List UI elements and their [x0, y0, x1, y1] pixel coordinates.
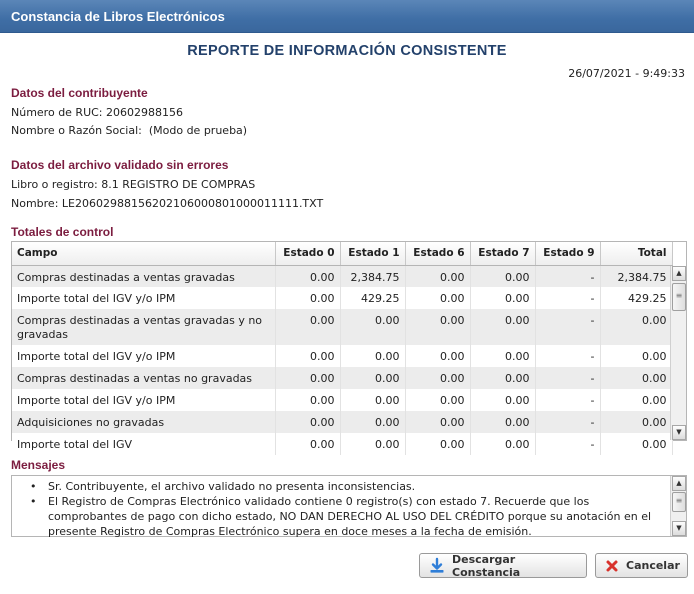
table-header-row — [12, 242, 672, 265]
cell-estado7: 0.00 — [470, 433, 535, 455]
cell-campo: Importe total del IGV y/o IPM — [12, 287, 275, 309]
cancel-label: Cancelar — [626, 559, 680, 572]
cell-estado7: 0.00 — [470, 367, 535, 389]
scroll-down-icon[interactable]: ▼ — [672, 425, 686, 440]
cell-campo: Importe total del IGV y/o IPM — [12, 389, 275, 411]
cell-campo: Compras destinadas a ventas gravadas y no gravadas — [12, 309, 275, 345]
cell-total: 0.00 — [600, 389, 672, 411]
mensajes-box — [11, 475, 687, 537]
cell-estado9: - — [535, 265, 600, 287]
cell-estado1: 2,384.75 — [340, 265, 405, 287]
cell-total: 0.00 — [600, 367, 672, 389]
razon-social-text: Nombre o Razón Social: (Modo de prueba) — [11, 124, 248, 137]
cell-total: 0.00 — [600, 411, 672, 433]
cell-total: 429.25 — [600, 287, 672, 309]
archivo-nombre-text: Nombre: LE20602988156202106000801000011111.TXT — [11, 197, 324, 210]
table-row[interactable] — [12, 309, 672, 345]
cell-estado6: 0.00 — [405, 411, 470, 433]
table-scrollbar[interactable] — [670, 266, 686, 440]
totales-grid — [12, 242, 673, 455]
cell-estado6: 0.00 — [405, 309, 470, 345]
cell-campo: Compras destinadas a ventas gravadas — [12, 265, 275, 287]
cell-estado0: 0.00 — [275, 309, 340, 345]
col-header-estado7[interactable]: Estado 7 — [470, 242, 535, 265]
cell-total: 2,384.75 — [600, 265, 672, 287]
cell-estado1: 0.00 — [340, 411, 405, 433]
window-title: Constancia de Libros Electrónicos — [0, 0, 694, 33]
scroll-down-icon[interactable]: ▼ — [672, 521, 686, 536]
report-title: REPORTE DE INFORMACIÓN CONSISTENTE — [187, 43, 507, 59]
cell-estado0: 0.00 — [275, 367, 340, 389]
contribuyente-heading: Datos del contribuyente — [11, 86, 148, 100]
cell-estado0: 0.00 — [275, 345, 340, 367]
table-row[interactable] — [12, 287, 672, 309]
cell-estado1: 0.00 — [340, 367, 405, 389]
cell-estado0: 0.00 — [275, 287, 340, 309]
descargar-constancia-label: Descargar Constancia — [452, 552, 521, 579]
table-row[interactable] — [12, 367, 672, 389]
scroll-thumb[interactable]: ≡ — [672, 283, 686, 311]
cancel-button[interactable] — [595, 553, 688, 578]
table-row[interactable] — [12, 345, 672, 367]
ruc-text: Número de RUC: 20602988156 — [11, 106, 183, 119]
scroll-thumb[interactable]: ≡ — [672, 492, 686, 512]
cell-estado6: 0.00 — [405, 367, 470, 389]
table-row[interactable] — [12, 411, 672, 433]
cell-estado7: 0.00 — [470, 287, 535, 309]
cell-estado1: 0.00 — [340, 345, 405, 367]
cell-estado0: 0.00 — [275, 433, 340, 455]
cell-estado9: - — [535, 309, 600, 345]
list-item: • Sr. Contribuyente, el archivo validado no presenta inconsistencias. — [30, 479, 662, 494]
table-row[interactable] — [12, 389, 672, 411]
list-item: • El Registro de Compras Electrónico validado contiene 0 registro(s) con estado 7. Recuerde que los comprobantes de pago con dicho estado, NO DAN DERECHO AL USO DEL CRÉDITO porque su anotación en el presente Registro de Compras Electrónico supera en doce meses a la fecha de emisión. — [30, 494, 662, 539]
col-header-estado0[interactable]: Estado 0 — [275, 242, 340, 265]
cell-total: 0.00 — [600, 345, 672, 367]
cell-estado0: 0.00 — [275, 265, 340, 287]
cell-estado6: 0.00 — [405, 345, 470, 367]
cell-estado9: - — [535, 433, 600, 455]
col-header-estado1[interactable]: Estado 1 — [340, 242, 405, 265]
cell-estado6: 0.00 — [405, 433, 470, 455]
cell-estado1: 0.00 — [340, 389, 405, 411]
cell-campo: Importe total del IGV — [12, 433, 275, 455]
totales-table — [11, 241, 687, 451]
cell-estado7: 0.00 — [470, 265, 535, 287]
download-icon — [429, 558, 445, 574]
report-datetime: 26/07/2021 - 9:49:33 — [568, 67, 685, 80]
cell-estado1: 429.25 — [340, 287, 405, 309]
cell-estado9: - — [535, 287, 600, 309]
cell-campo: Compras destinadas a ventas no gravadas — [12, 367, 275, 389]
descargar-constancia-button[interactable] — [419, 553, 587, 578]
cell-campo: Adquisiciones no gravadas — [12, 411, 275, 433]
col-header-estado9[interactable]: Estado 9 — [535, 242, 600, 265]
mensajes-list — [12, 476, 686, 539]
scroll-up-icon[interactable]: ▲ — [672, 266, 686, 281]
scroll-up-icon[interactable]: ▲ — [672, 476, 686, 491]
archivo-heading: Datos del archivo validado sin errores — [11, 158, 229, 172]
table-row[interactable] — [12, 265, 672, 287]
col-header-campo[interactable]: Campo — [12, 242, 275, 265]
cell-estado9: - — [535, 389, 600, 411]
col-header-estado6[interactable]: Estado 6 — [405, 242, 470, 265]
cell-estado1: 0.00 — [340, 309, 405, 345]
cell-estado9: - — [535, 345, 600, 367]
libro-text: Libro o registro: 8.1 REGISTRO DE COMPRAS — [11, 178, 256, 191]
cell-estado0: 0.00 — [275, 389, 340, 411]
cell-estado9: - — [535, 367, 600, 389]
cell-estado7: 0.00 — [470, 345, 535, 367]
cell-total: 0.00 — [600, 433, 672, 455]
totales-heading: Totales de control — [11, 225, 114, 239]
col-header-total[interactable]: Total — [600, 242, 672, 265]
cell-estado6: 0.00 — [405, 265, 470, 287]
cell-estado6: 0.00 — [405, 287, 470, 309]
cell-estado1: 0.00 — [340, 433, 405, 455]
cell-estado7: 0.00 — [470, 309, 535, 345]
table-row[interactable] — [12, 433, 672, 455]
cell-estado7: 0.00 — [470, 411, 535, 433]
cell-campo: Importe total del IGV y/o IPM — [12, 345, 275, 367]
cell-estado0: 0.00 — [275, 411, 340, 433]
mensajes-scrollbar[interactable] — [670, 476, 686, 536]
cell-estado7: 0.00 — [470, 389, 535, 411]
cell-estado9: - — [535, 411, 600, 433]
cell-total: 0.00 — [600, 309, 672, 345]
cancel-x-icon — [605, 559, 619, 573]
cell-estado6: 0.00 — [405, 389, 470, 411]
mensajes-heading: Mensajes — [11, 458, 66, 472]
